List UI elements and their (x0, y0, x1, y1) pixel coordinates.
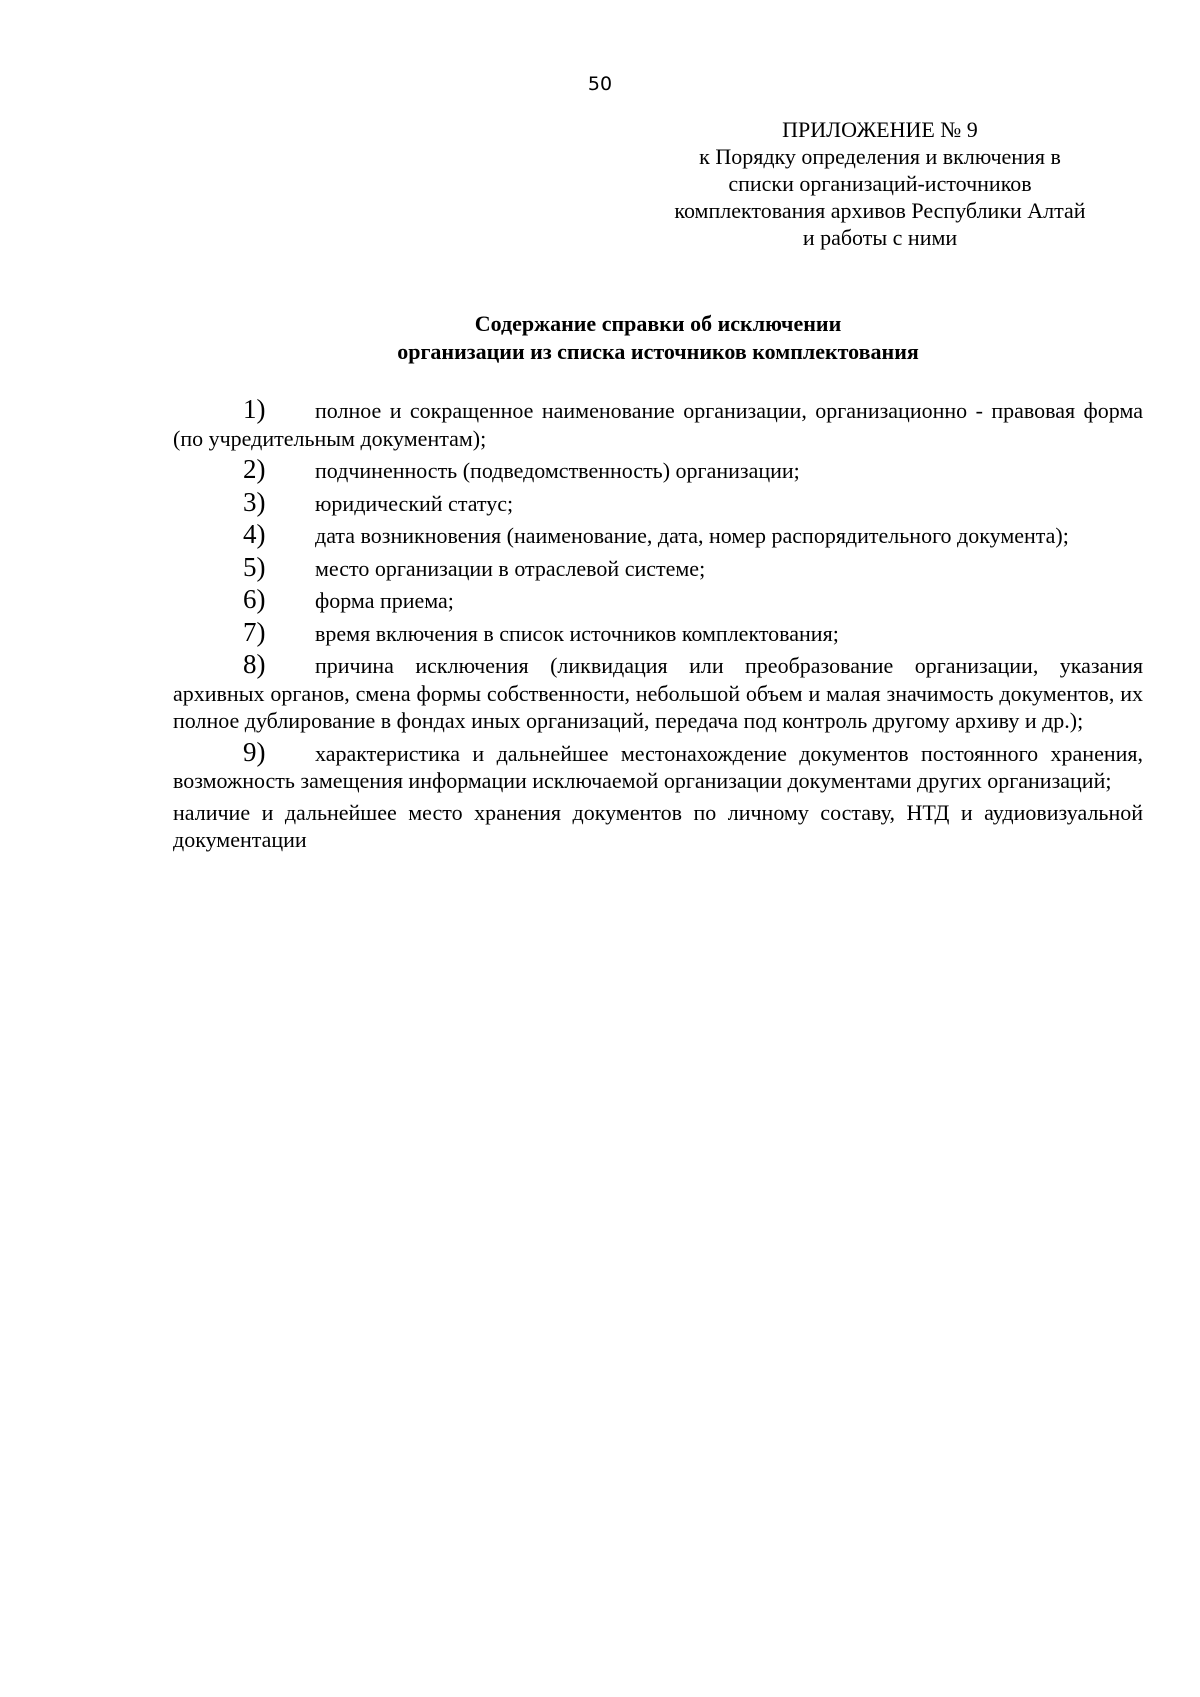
list-item-text: причина исключения (ликвидация или преобразование организации, указания архивных органов, смена формы собственности, небольшой объем и малая значимость документов, их полное дублирование в фондах иных организаций, передача под контроль другому архиву и др.); (173, 653, 1143, 733)
list-item (173, 736, 1143, 795)
list-item (173, 616, 1143, 648)
list-item (173, 551, 1143, 583)
page-number: 50 (587, 73, 613, 95)
list-item-text: дата возникновения (наименование, дата, номер распорядительного документа); (315, 523, 1069, 548)
list-item-number: 7) (243, 616, 266, 647)
list-item-number: 5) (243, 551, 266, 582)
list-item-text: подчиненность (подведомственность) организации; (315, 458, 800, 483)
appendix-line: к Порядку определения и включения в (699, 144, 1061, 169)
list-item-text: форма приема; (315, 588, 454, 613)
appendix-line: комплектования архивов Республики Алтай (674, 198, 1086, 223)
list-item-number: 4) (243, 519, 266, 549)
document-title (173, 310, 1143, 366)
appendix-line: и работы с ними (802, 225, 958, 250)
document-title-line: организации из списка источников комплектования (397, 339, 919, 364)
list-item (173, 486, 1143, 518)
document-title-line: Содержание справки об исключении (474, 311, 842, 336)
list-item-number: 9) (243, 736, 266, 767)
list-item-text: юридический статус; (315, 490, 514, 516)
list-item-text: полное и сокращенное наименование организации, организационно - правовая форма (по учредительным документам); (173, 398, 1143, 451)
appendix-line: списки организаций-источников (728, 171, 1032, 196)
list-item (173, 586, 1143, 615)
list-item (173, 651, 1143, 735)
list-item-text: место организации в отраслевой системе; (315, 555, 706, 581)
list-item (173, 521, 1143, 550)
list-item (173, 396, 1143, 452)
list-item-number: 6) (243, 584, 266, 614)
closing-paragraph: наличие и дальнейшее место хранения документов по личному составу, НТД и аудиовизуальной документации (173, 799, 1143, 852)
list-item-number: 1) (243, 394, 266, 424)
list-item (173, 456, 1143, 485)
appendix-header (640, 116, 1120, 251)
list-item-text: время включения в список источников комплектования; (315, 620, 839, 646)
list-item-number: 2) (243, 454, 266, 484)
appendix-title: ПРИЛОЖЕНИЕ № 9 (782, 117, 978, 142)
document-body (173, 396, 1143, 854)
list-item-number: 8) (243, 649, 266, 679)
list-item-number: 3) (243, 486, 266, 517)
list-item-text: характеристика и дальнейшее местонахождение документов постоянного хранения, возможность замещения информации исключаемой организации документами других организаций; (173, 740, 1143, 793)
